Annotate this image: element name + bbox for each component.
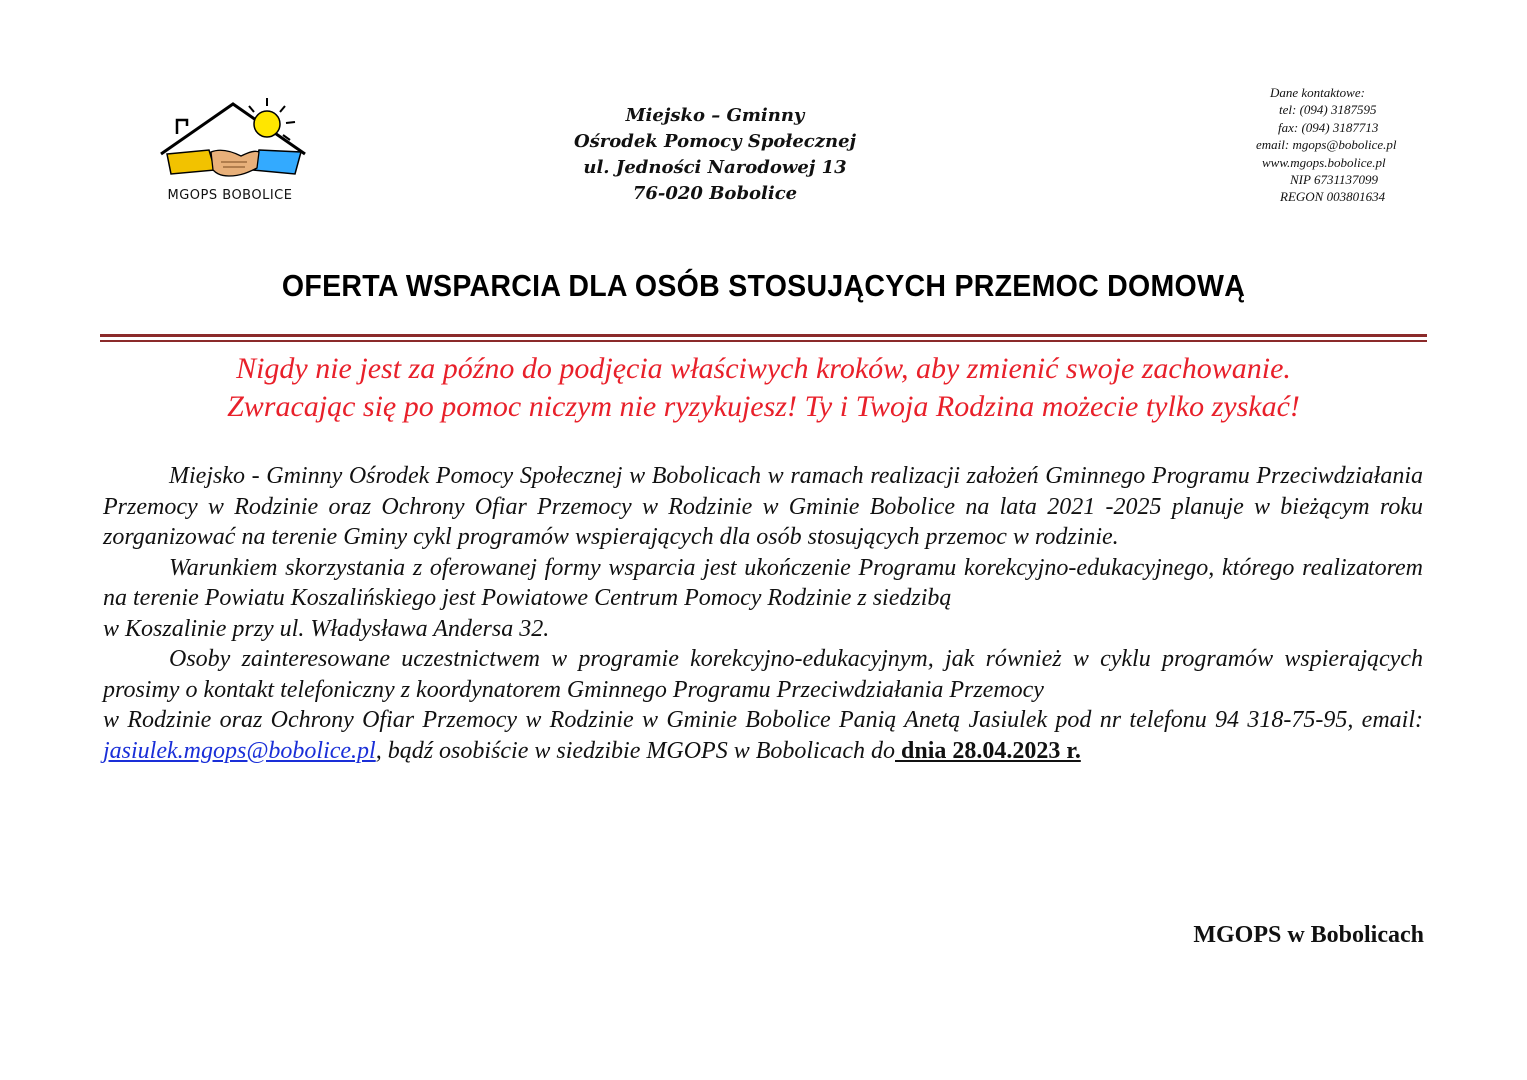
paragraph <box>103 705 1423 766</box>
org-line: Miejsko – Gminny <box>625 105 805 126</box>
paragraph-text: Warunkiem skorzystania z oferowanej formy wsparcia jest ukończenie Programu korekcyjno-edukacyjnego, którego realizatorem na terenie Powiatu Koszalińskiego jest Powiatowe Centrum Pomocy Rodzinie z siedzibą <box>103 554 1423 611</box>
slogan <box>0 350 1527 426</box>
paragraph-text: , bądź osobiście w siedzibie MGOPS w Bobolicach do <box>375 737 895 764</box>
body-text <box>103 461 1423 766</box>
paragraph <box>103 644 1423 705</box>
divider <box>100 340 1427 342</box>
contact-nip: NIP 6731137099 <box>1290 172 1378 188</box>
signature: MGOPS w Bobolicach <box>1193 922 1424 948</box>
contact-regon: REGON 003801634 <box>1280 189 1386 205</box>
logo-text: MGOPS BOBOLICE <box>167 188 293 203</box>
contact-fax: fax: (094) 3187713 <box>1278 119 1379 135</box>
organization-address <box>515 103 915 207</box>
slogan-line: Zwracając się po pomoc niczym nie ryzykujesz! Ty i Twoja Rodzina możecie tylko zyskać! <box>227 390 1300 423</box>
paragraph-text: Miejsko - Gminny Ośrodek Pomocy Społecznej w Bobolicach w ramach realizacji założeń Gminnego Programu Przeciwdziałania Przemocy w Rodzinie oraz Ochrony Ofiar Przemocy w Rodzinie w Gminie Bobolice na lata 2021 -2025 planuje w bieżącym roku zorganizować na terenie Gminy cykl programów wspierających dla osób stosujących przemoc w rodzinie. <box>103 463 1423 550</box>
org-line: 76-020 Bobolice <box>632 183 798 204</box>
house-handshake-icon <box>155 92 315 192</box>
contact-www: www.mgops.bobolice.pl <box>1262 154 1386 170</box>
slogan-line: Nigdy nie jest za późno do podjęcia właściwych kroków, aby zmienić swoje zachowanie. <box>236 352 1291 385</box>
contact-details <box>1195 84 1495 206</box>
contact-email: email: mgops@bobolice.pl <box>1256 137 1397 153</box>
paragraph <box>103 461 1423 553</box>
email-link[interactable]: jasiulek.mgops@bobolice.pl <box>103 737 376 764</box>
mgops-logo <box>155 92 315 212</box>
paragraph-text: Osoby zainteresowane uczestnictwem w programie korekcyjno-edukacyjnym, jak również w cyklu programów wspierających prosimy o kontakt telefoniczny z koordynatorem Gminnego Programu Przeciwdziałania Przemocy <box>103 646 1423 703</box>
divider <box>100 334 1427 337</box>
paragraph-text: w Koszalinie przy ul. Władysława Andersa 32. <box>103 615 550 642</box>
paragraph-text: w Rodzinie oraz Ochrony Ofiar Przemocy w Rodzinie w Gminie Bobolice Panią Anetą Jasiulek pod nr telefonu 94 318-75-95, email: <box>103 707 1423 733</box>
paragraph <box>103 614 1423 645</box>
org-line: ul. Jedności Narodowej 13 <box>583 157 847 178</box>
contact-heading: Dane kontaktowe: <box>1270 85 1365 100</box>
paragraph <box>103 553 1423 614</box>
deadline: dnia 28.04.2023 r. <box>895 737 1081 764</box>
contact-tel: tel: (094) 3187595 <box>1279 102 1377 118</box>
page-title: OFERTA WSPARCIA DLA OSÓB STOSUJĄCYCH PRZEMOC DOMOWĄ <box>281 268 1246 303</box>
org-line: Ośrodek Pomocy Społecznej <box>573 131 857 152</box>
